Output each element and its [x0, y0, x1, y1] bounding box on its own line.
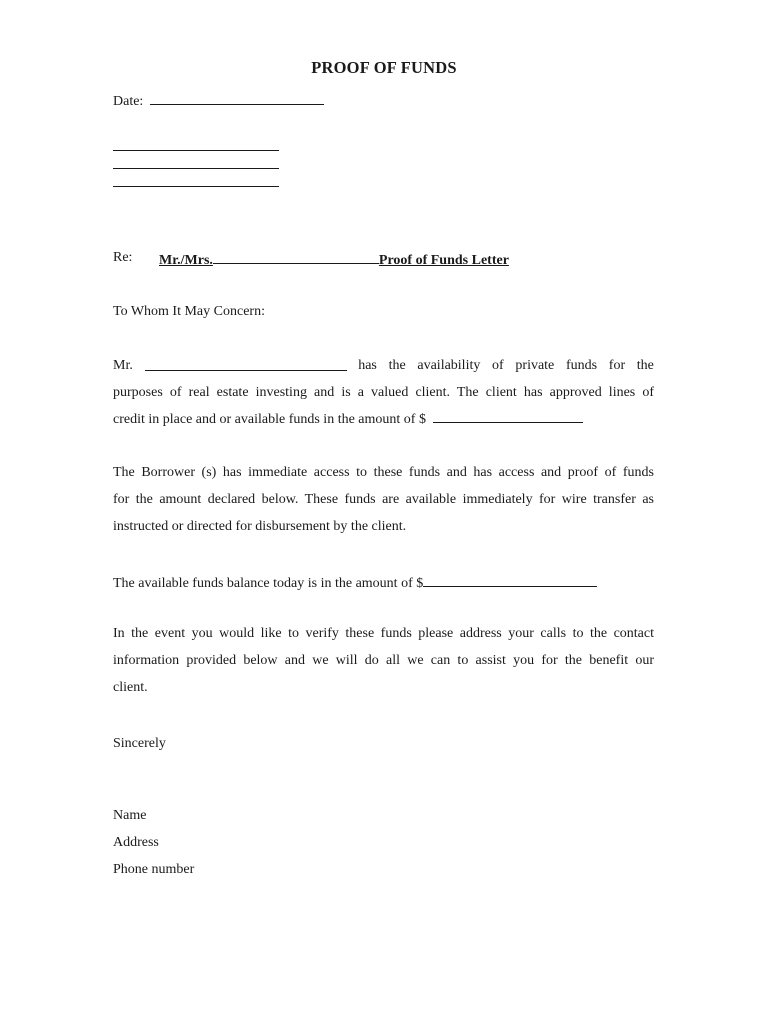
date-label: Date:: [113, 94, 144, 109]
greeting: To Whom It May Concern:: [113, 304, 265, 319]
paragraph-line: instructed or directed for disbursement by the client.: [113, 519, 407, 534]
paragraph-line: In the event you would like to verify these funds please address your calls to the contact: [113, 626, 654, 641]
paragraph-line: The Borrower (s) has immediate access to these funds and has access and proof of funds: [113, 465, 654, 480]
balance-blank[interactable]: [423, 572, 597, 587]
word: the: [636, 358, 654, 373]
client-name-blank[interactable]: [145, 356, 347, 371]
re-subject-text: Proof of Funds Letter: [378, 253, 509, 268]
paragraph-line: [113, 406, 654, 433]
re-name-blank[interactable]: [213, 250, 379, 264]
balance-row: [113, 572, 597, 592]
mr-prefix: Mr.: [113, 358, 133, 373]
paragraph-line: for the amount declared below. These funds are available immediately for wire transfer as: [113, 492, 654, 507]
word: private: [515, 358, 555, 373]
paragraph-access: [113, 459, 654, 540]
word: has: [358, 358, 377, 373]
word: for: [608, 358, 626, 373]
word: the: [388, 358, 406, 373]
re-label: Re:: [113, 250, 133, 265]
paragraph-line: [113, 352, 654, 379]
paragraph-line: client.: [113, 680, 148, 695]
paragraph-line: purposes of real estate investing and is a valued client. The client has approved lines of: [113, 385, 654, 400]
re-salutation: Mr./Mrs.: [159, 253, 213, 268]
balance-text: The available funds balance today is in the amount of $: [113, 576, 424, 591]
word: funds: [565, 358, 598, 373]
word: of: [492, 358, 504, 373]
document-title: PROOF OF FUNDS: [311, 58, 457, 77]
date-blank[interactable]: [150, 90, 324, 105]
signature-address: Address: [113, 835, 159, 850]
re-subject: [159, 250, 509, 269]
paragraph-verify: [113, 620, 654, 701]
amount-blank[interactable]: [433, 408, 583, 423]
closing: Sincerely: [113, 736, 166, 751]
paragraph-line: information provided below and we will do all we can to assist you for the benefit our: [113, 653, 654, 668]
recipient-address-line[interactable]: [113, 186, 279, 187]
recipient-address-line[interactable]: [113, 150, 279, 151]
amount-text: credit in place and or available funds in the amount of $: [113, 412, 426, 427]
signature-phone: Phone number: [113, 862, 195, 877]
signature-name: Name: [113, 808, 147, 823]
recipient-address-line[interactable]: [113, 168, 279, 169]
date-row: [113, 90, 324, 110]
word: availability: [417, 358, 481, 373]
paragraph-availability: [113, 352, 654, 433]
